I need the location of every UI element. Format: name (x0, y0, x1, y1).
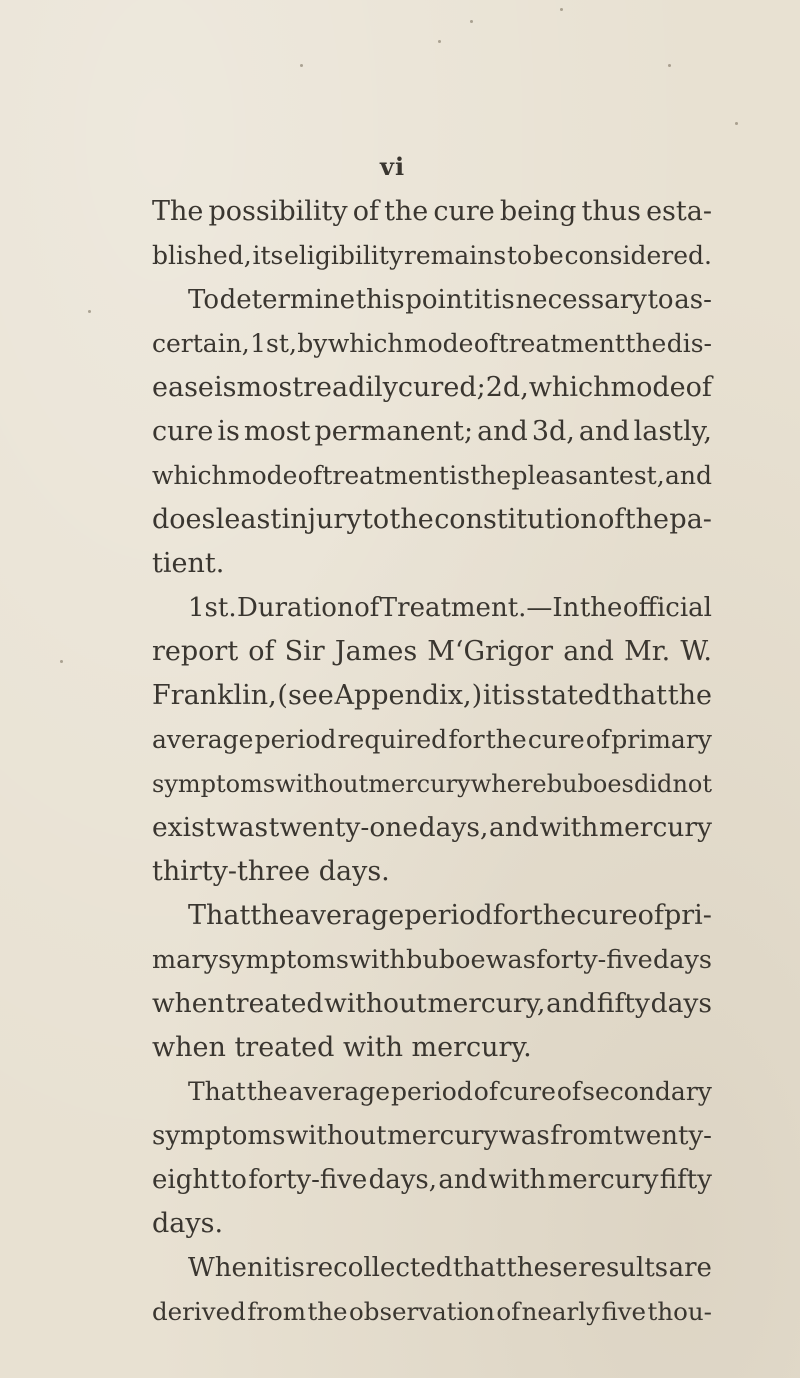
text-line (152, 278, 712, 322)
paper-speck (300, 64, 303, 67)
paper-speck (668, 64, 671, 67)
text-line (152, 1246, 712, 1290)
text-line (152, 190, 712, 234)
text-line-content: cure is most permanent; and 3d, and lastly, (152, 416, 712, 447)
paper-speck (88, 310, 91, 313)
text-line (152, 982, 712, 1026)
text-line-content: 1st. Duration of Treatment.—In the official (188, 593, 712, 623)
text-line-content: When it is recollected that these results are (188, 1253, 712, 1283)
text-line (152, 850, 712, 894)
text-line-content: The possibility of the cure being thus esta- (152, 196, 712, 227)
text-line-content: thirty-three days. (152, 856, 390, 887)
text-line (152, 498, 712, 542)
text-line (152, 938, 712, 982)
page-number: vi (380, 152, 406, 181)
text-line-content: exist was twenty-one days, and with mercury (152, 812, 712, 843)
text-line (152, 762, 712, 806)
text-line-content: which mode of treatment is the pleasantest, and (152, 461, 712, 490)
text-line-content: report of Sir James M‘Grigor and Mr. W. (152, 636, 712, 667)
section-heading-line (152, 586, 712, 630)
text-line (152, 630, 712, 674)
text-line-content: tient. (152, 548, 225, 579)
text-line (152, 1114, 712, 1158)
text-line (152, 234, 712, 278)
text-line (152, 1070, 712, 1114)
text-line (152, 674, 712, 718)
text-line (152, 1290, 712, 1334)
text-line-content: mary symptoms with buboe was forty-five days (152, 945, 712, 975)
paper-speck (735, 122, 738, 125)
text-line-content: symptoms without mercury was from twenty- (152, 1121, 712, 1151)
text-line-content: certain, 1st, by which mode of treatment the dis- (152, 329, 712, 358)
text-line-content: when treated without mercury, and fifty days (152, 988, 712, 1019)
body-text (152, 190, 712, 1334)
paper-speck (60, 660, 63, 663)
text-line-content: days. (152, 1208, 224, 1239)
text-line (152, 454, 712, 498)
text-line-content: average period required for the cure of primary (152, 725, 712, 754)
text-line (152, 322, 712, 366)
text-line-content: symptoms without mercury where buboes did not (152, 770, 712, 798)
text-line-content: ease is most readily cured; 2d, which mode of (152, 372, 712, 403)
text-line (152, 806, 712, 850)
text-line (152, 1026, 712, 1070)
paper-speck (438, 40, 441, 43)
text-line-content: That the average period of cure of secondary (188, 1077, 712, 1106)
text-line-content: blished, its eligibility remains to be considered. (152, 241, 712, 270)
text-line-content: eight to forty-five days, and with mercury fifty (152, 1165, 712, 1195)
text-line (152, 410, 712, 454)
text-line-content: That the average period for the cure of pri- (188, 900, 712, 931)
text-line-content: Franklin, (see Appendix,) it is stated that the (152, 680, 712, 711)
paper-speck (560, 8, 563, 11)
text-line-content: does least injury to the constitution of the pa- (152, 504, 712, 535)
text-line (152, 894, 712, 938)
text-line (152, 1202, 712, 1246)
text-line (152, 1158, 712, 1202)
text-line (152, 366, 712, 410)
text-line (152, 718, 712, 762)
paper-speck (470, 20, 473, 23)
text-line-content: To determine this point it is necessary to as- (188, 285, 712, 315)
text-line (152, 542, 712, 586)
text-line-content: derived from the observation of nearly five thou- (152, 1297, 712, 1326)
text-line-content: when treated with mercury. (152, 1032, 532, 1063)
